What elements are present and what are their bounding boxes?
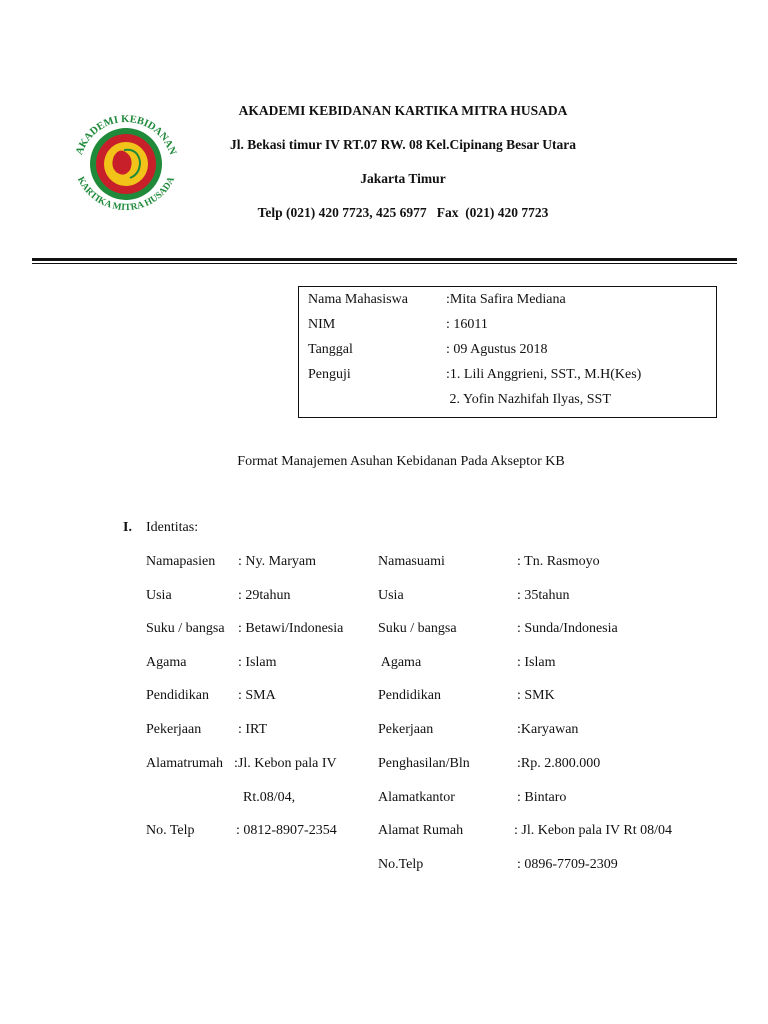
institution-logo (64, 106, 188, 218)
patient-value-address-cont: Rt.08/04, (243, 790, 296, 805)
husband-label-home-address: Alamat Rumah (378, 823, 464, 838)
institution-city: Jakarta Timur (360, 171, 446, 186)
husband-label-occupation: Pekerjaan (378, 722, 434, 737)
husband-value-name: : Tn. Rasmoyo (517, 554, 600, 569)
patient-label-name: Namapasien (146, 554, 216, 569)
info-label-nama: Nama Mahasiswa (308, 292, 408, 307)
husband-label-income: Penghasilan/Bln (378, 756, 470, 771)
husband-value-home-address: : Jl. Kebon pala IV Rt 08/04 (514, 823, 673, 838)
patient-label-age: Usia (146, 588, 172, 603)
header-divider-thin (32, 263, 737, 264)
info-value-tanggal: : 09 Agustus 2018 (446, 342, 548, 357)
husband-value-religion: : Islam (517, 655, 556, 670)
patient-label-phone: No. Telp (146, 823, 195, 838)
husband-value-phone: : 0896-7709-2309 (517, 857, 618, 872)
institution-address: Jl. Bekasi timur IV RT.07 RW. 08 Kel.Cipinang Besar Utara (230, 137, 576, 152)
husband-label-age: Usia (378, 588, 404, 603)
patient-label-address: Alamatrumah (146, 756, 223, 771)
institution-name: AKADEMI KEBIDANAN KARTIKA MITRA HUSADA (238, 103, 568, 118)
logo-text-top: AKADEMI KEBIDANAN (74, 113, 178, 157)
form-title: Format Manajemen Asuhan Kebidanan Pada Akseptor KB (237, 454, 565, 469)
patient-label-education: Pendidikan (146, 688, 209, 703)
husband-value-income: :Rp. 2.800.000 (517, 756, 601, 771)
info-value-penguji-1: :1. Lili Anggrieni, SST., M.H(Kes) (446, 367, 642, 382)
logo-text-bottom: KARTIKA MITRA HUSADA (74, 175, 178, 214)
husband-value-age: : 35tahun (517, 588, 570, 603)
patient-value-education: : SMA (238, 688, 276, 703)
husband-value-education: : SMK (517, 688, 555, 703)
patient-value-religion: : Islam (238, 655, 277, 670)
section-title: Identitas: (146, 520, 199, 535)
info-label-penguji: Penguji (308, 367, 351, 382)
section-number: I. (123, 520, 132, 535)
patient-value-age: : 29tahun (238, 588, 291, 603)
info-label-nim: NIM (308, 317, 336, 332)
info-value-nama: :Mita Safira Mediana (446, 292, 566, 307)
patient-value-phone: : 0812-8907-2354 (236, 823, 337, 838)
husband-label-education: Pendidikan (378, 688, 441, 703)
header-divider (32, 258, 737, 261)
info-value-penguji-2: 2. Yofin Nazhifah Ilyas, SST (446, 392, 611, 407)
patient-label-occupation: Pekerjaan (146, 722, 202, 737)
husband-value-ethnicity: : Sunda/Indonesia (517, 621, 618, 636)
patient-label-religion: Agama (146, 655, 187, 670)
patient-value-address: :Jl. Kebon pala IV (234, 756, 337, 771)
husband-value-office: : Bintaro (517, 790, 567, 805)
husband-label-religion: Agama (378, 655, 422, 670)
institution-contact: Telp (021) 420 7723, 425 6977 Fax (021) 420 7723 (257, 205, 549, 220)
patient-label-ethnicity: Suku / bangsa (146, 621, 225, 636)
husband-label-ethnicity: Suku / bangsa (378, 621, 457, 636)
husband-label-name: Namasuami (378, 554, 445, 569)
patient-value-name: : Ny. Maryam (238, 554, 317, 569)
patient-value-ethnicity: : Betawi/Indonesia (238, 621, 344, 636)
husband-label-phone: No.Telp (378, 857, 424, 872)
patient-value-occupation: : IRT (238, 722, 268, 737)
husband-label-office: Alamatkantor (378, 790, 455, 805)
husband-value-occupation: :Karyawan (517, 722, 579, 737)
info-value-nim: : 16011 (446, 317, 488, 332)
info-label-tanggal: Tanggal (308, 342, 353, 357)
